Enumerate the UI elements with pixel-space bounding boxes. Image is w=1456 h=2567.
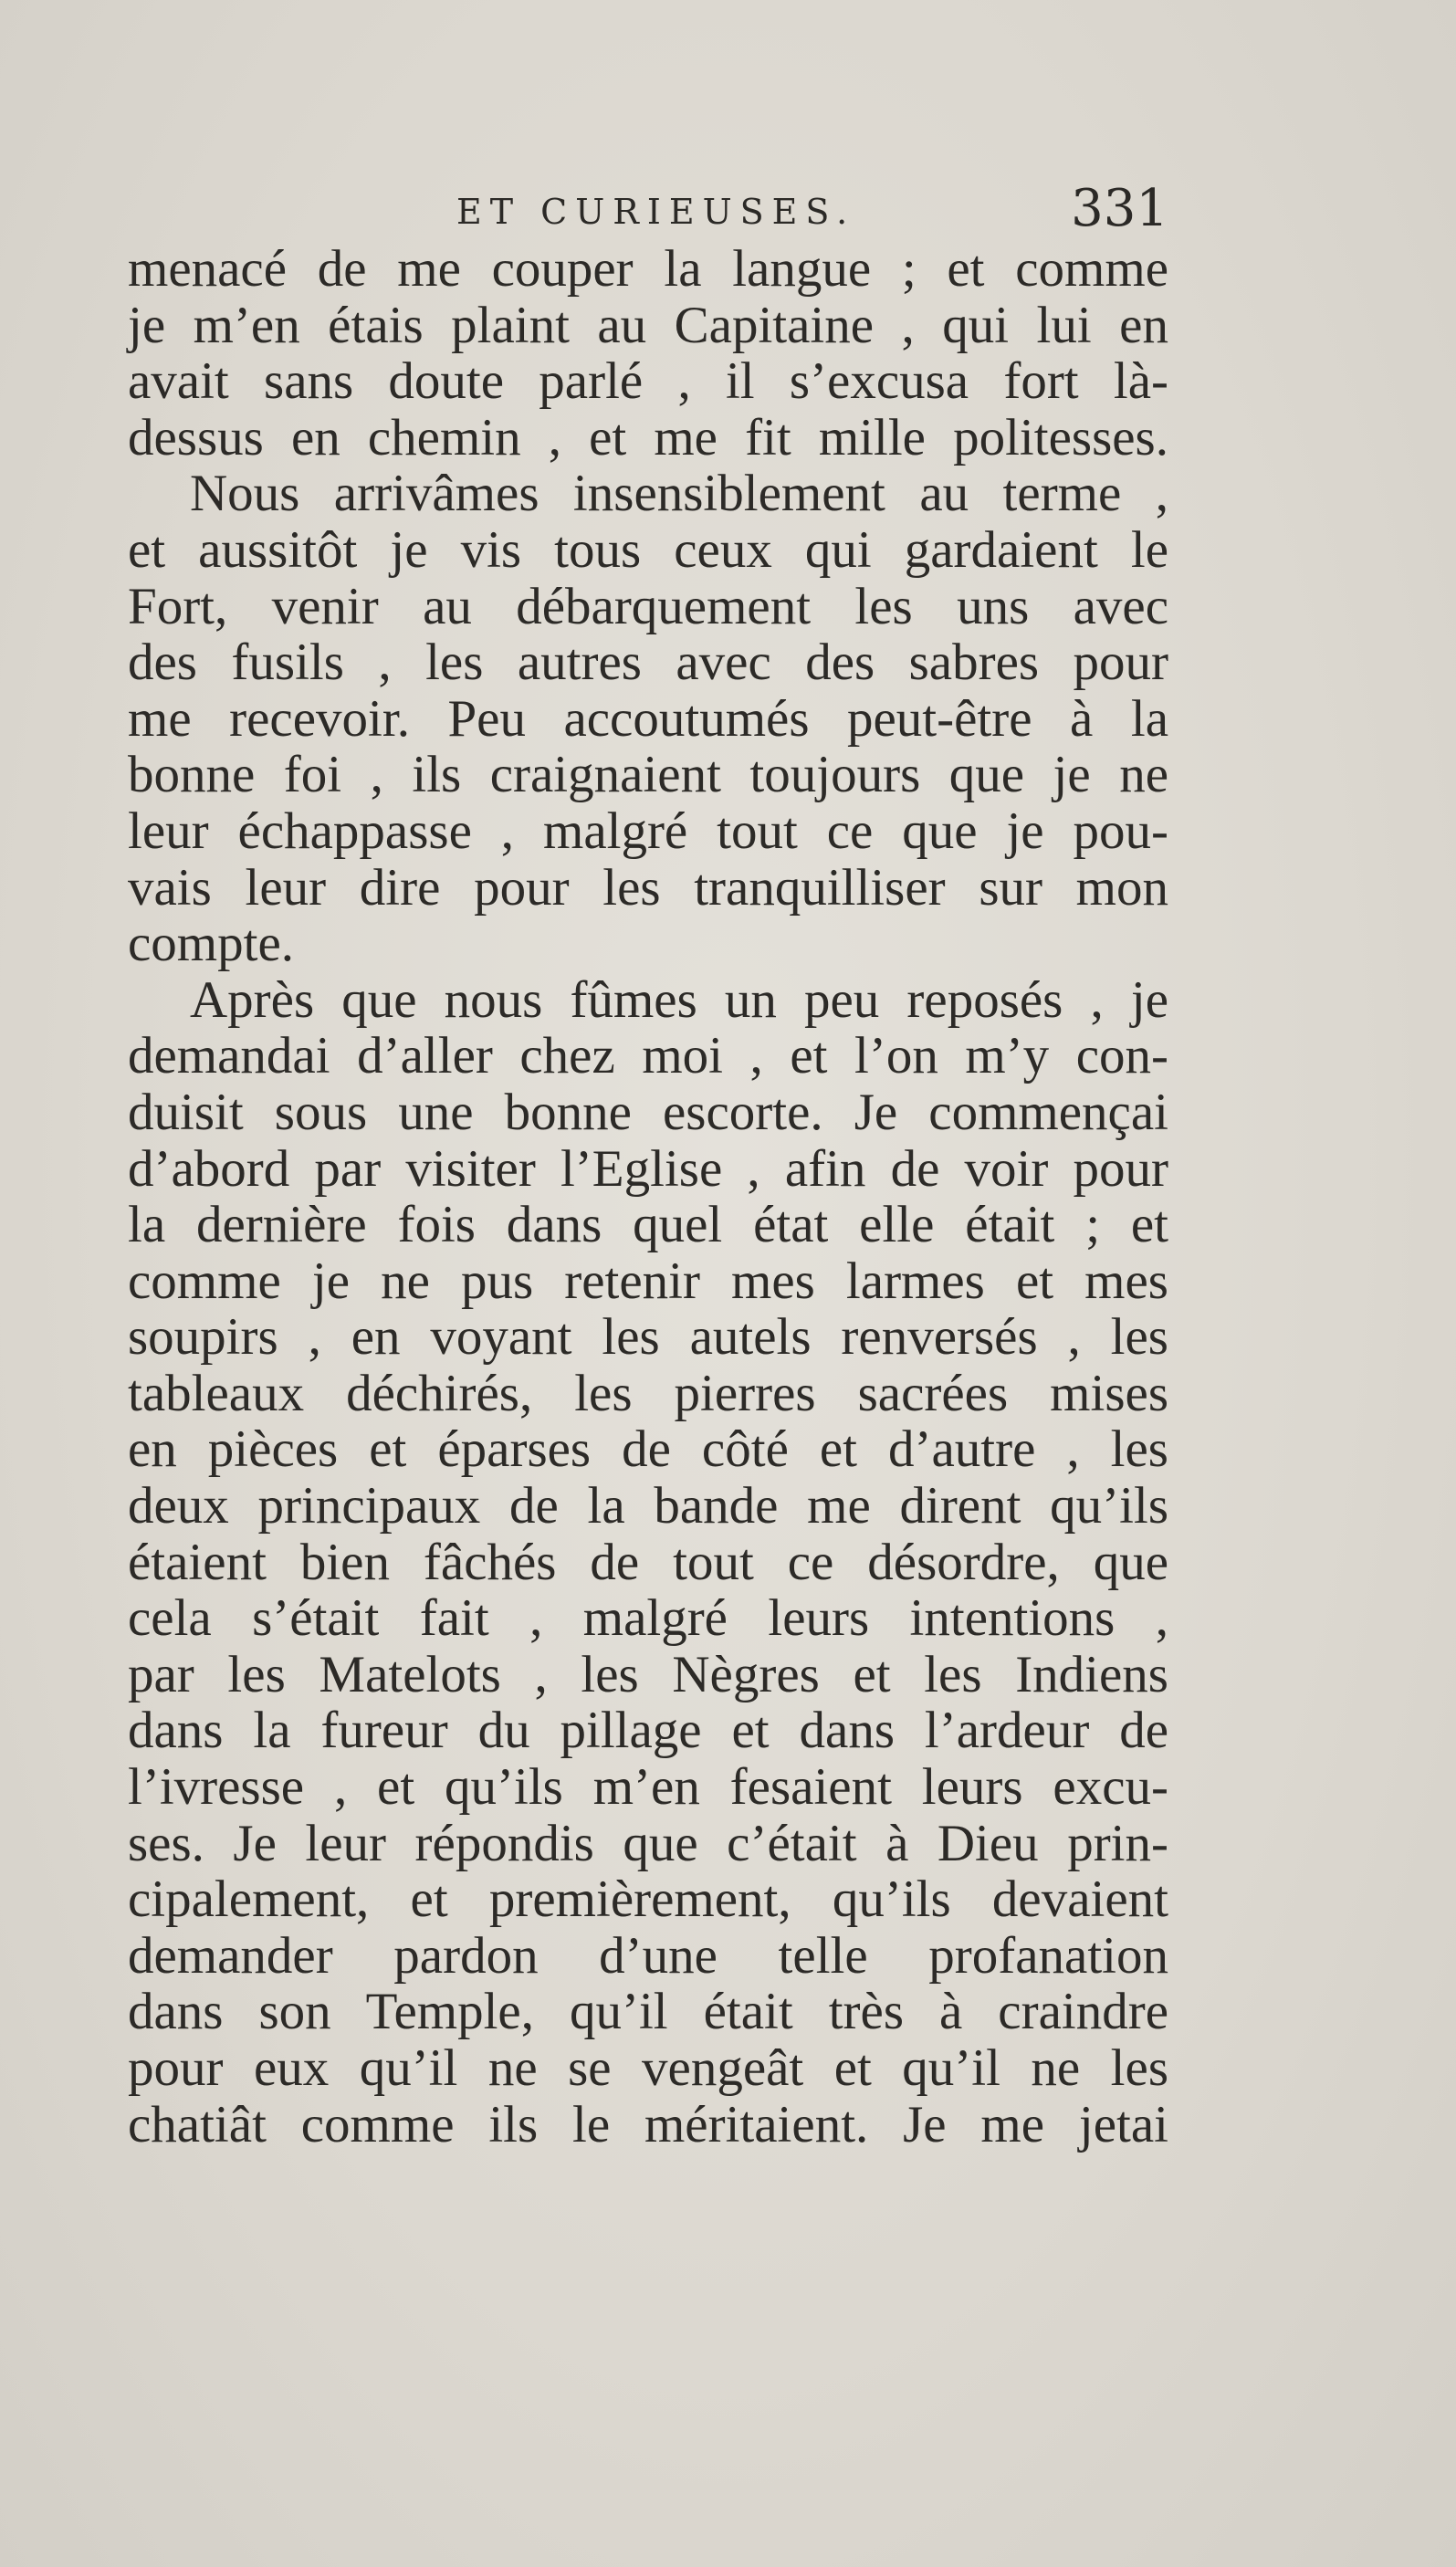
text-line: la dernière fois dans quel état elle était ; et xyxy=(128,1196,1168,1254)
body-text xyxy=(128,241,1168,2153)
text-line: bonne foi , ils craignaient toujours que je ne xyxy=(128,746,1168,804)
text-line: comme je ne pus retenir mes larmes et mes xyxy=(128,1252,1168,1310)
text-line: en pièces et éparses de côté et d’autre , les xyxy=(128,1420,1168,1479)
text-line: Fort, venir au débarquement les uns avec xyxy=(128,577,1168,635)
text-line: vais leur dire pour les tranquilliser sur mon xyxy=(128,858,1168,917)
text-line: leur échappasse , malgré tout ce que je pou- xyxy=(128,802,1168,860)
text-line: duisit sous une bonne escorte. Je commençai xyxy=(128,1083,1168,1141)
text-line: l’ivresse , et qu’ils m’en fesaient leurs excu- xyxy=(128,1758,1168,1817)
text-line: Après que nous fûmes un peu reposés , je xyxy=(190,970,1168,1029)
text-line: cipalement, et premièrement, qu’ils devaient xyxy=(128,1870,1168,1929)
text-line: demander pardon d’une telle profanation xyxy=(128,1926,1168,1985)
text-line: tableaux déchirés, les pierres sacrées mises xyxy=(128,1364,1168,1422)
text-line: menacé de me couper la langue ; et comme xyxy=(128,240,1168,298)
text-line: dans son Temple, qu’il était très à craindre xyxy=(128,1983,1168,2041)
text-line: étaient bien fâchés de tout ce désordre, que xyxy=(128,1533,1168,1591)
text-line: cela s’était fait , malgré leurs intentions , xyxy=(128,1589,1168,1648)
text-line: deux principaux de la bande me dirent qu’ils xyxy=(128,1477,1168,1535)
text-line: soupirs , en voyant les autels renversés , les xyxy=(128,1308,1168,1367)
text-line: compte. xyxy=(128,915,295,973)
text-line: me recevoir. Peu accoutumés peut-être à la xyxy=(128,689,1168,748)
text-line: dessus en chemin , et me fit mille politesses. xyxy=(128,408,1168,466)
text-line: et aussitôt je vis tous ceux qui gardaient le xyxy=(128,520,1168,579)
page-header xyxy=(128,172,1168,245)
text-line: chatiât comme ils le méritaient. Je me jetai xyxy=(128,2095,1168,2153)
text-line: d’abord par visiter l’Eglise , afin de voir pour xyxy=(128,1139,1168,1198)
text-line: Nous arrivâmes insensiblement au terme , xyxy=(190,465,1168,523)
running-head: ET CURIEUSES. xyxy=(456,192,856,232)
text-line: ses. Je leur répondis que c’était à Dieu prin- xyxy=(128,1814,1168,1872)
page-number: 331 xyxy=(1071,179,1168,238)
text-line: demandai d’aller chez moi , et l’on m’y con- xyxy=(128,1027,1168,1085)
text-line: pour eux qu’il ne se vengeât et qu’il ne les xyxy=(128,2039,1168,2097)
text-line: je m’en étais plaint au Capitaine , qui lui en xyxy=(128,296,1168,354)
text-line: par les Matelots , les Nègres et les Indiens xyxy=(128,1645,1168,1703)
text-line: avait sans doute parlé , il s’excusa fort là- xyxy=(128,352,1168,411)
text-line: dans la fureur du pillage et dans l’ardeur de xyxy=(128,1702,1168,1760)
text-line: des fusils , les autres avec des sabres pour xyxy=(128,634,1168,692)
